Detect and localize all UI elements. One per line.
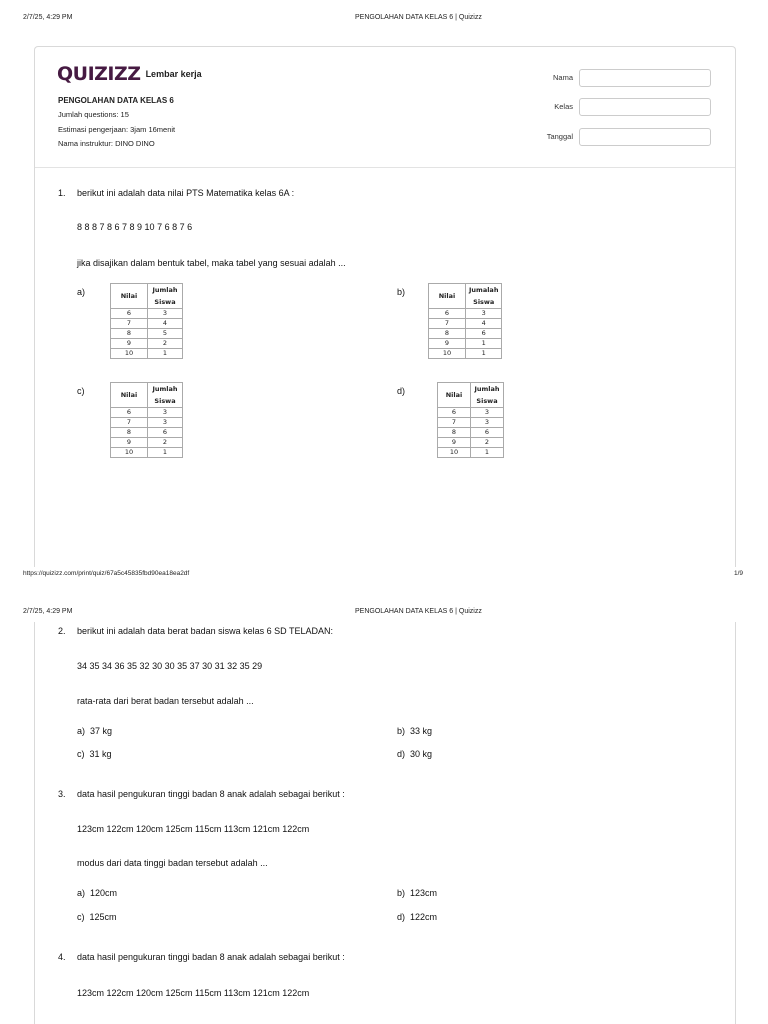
question-number: 2. xyxy=(58,626,66,636)
footer-url[interactable]: https://quizizz.com/print/quiz/67a5c45835fbd90ea18ea2df xyxy=(23,570,190,577)
table-header: Siswa xyxy=(148,296,183,309)
date-field[interactable] xyxy=(579,128,711,146)
worksheet-title: PENGOLAHAN DATA KELAS 6 xyxy=(58,96,174,105)
question-text: berikut ini adalah data nilai PTS Matematika kelas 6A : xyxy=(77,188,295,198)
footer-page-number: 1/9 xyxy=(734,570,744,577)
table-header: Siswa xyxy=(466,296,502,309)
table-row: 9 2 xyxy=(438,438,504,448)
header-divider xyxy=(35,167,735,168)
class-label: Kelas xyxy=(554,102,573,111)
question-number: 3. xyxy=(58,789,66,799)
table-header: Nilai xyxy=(111,383,148,408)
option-a[interactable]: a) 120cm xyxy=(77,888,118,898)
print-datetime: 2/7/25, 4:29 PM xyxy=(23,14,73,21)
option-c[interactable]: c) 125cm xyxy=(77,912,117,922)
table-header: Jumlah xyxy=(148,383,183,396)
table-row: 8 5 xyxy=(111,329,183,339)
class-field[interactable] xyxy=(579,98,711,116)
question-number: 4. xyxy=(58,952,66,962)
table-row: 7 4 xyxy=(111,319,183,329)
question-data: 34 35 34 36 35 32 30 30 35 37 30 31 32 35 29 xyxy=(77,661,263,671)
table-row: 6 3 xyxy=(111,408,183,418)
option-d-table[interactable] xyxy=(437,382,504,458)
question-text: data hasil pengukuran tinggi badan 8 anak adalah sebagai berikut : xyxy=(77,952,345,962)
name-label: Nama xyxy=(552,73,573,82)
question-data: 123cm 122cm 120cm 125cm 115cm 113cm 121cm 122cm xyxy=(77,988,310,998)
question-data: 123cm 122cm 120cm 125cm 115cm 113cm 121cm 122cm xyxy=(77,824,310,834)
table-row: 9 2 xyxy=(111,438,183,448)
table-row: 9 2 xyxy=(111,339,183,349)
table-row: 8 6 xyxy=(438,428,504,438)
table-row: 8 6 xyxy=(111,428,183,438)
question-prompt: modus dari data tinggi badan tersebut adalah ... xyxy=(77,858,268,868)
worksheet-subtitle: Lembar kerja xyxy=(145,69,202,79)
option-c[interactable]: c) 31 kg xyxy=(77,749,112,759)
print-page-title: PENGOLAHAN DATA KELAS 6 | Quizizz xyxy=(355,608,482,615)
question-data: 8 8 8 7 8 6 7 8 9 10 7 6 8 7 6 xyxy=(77,222,193,232)
questions-count: Jumlah questions: 15 xyxy=(58,110,129,119)
table-row: 10 1 xyxy=(429,349,502,359)
option-c-table[interactable] xyxy=(110,382,183,458)
instructor-name: Nama instruktur: DINO DINO xyxy=(58,139,155,148)
table-row: 6 3 xyxy=(429,309,502,319)
option-b[interactable]: b) 123cm xyxy=(397,888,438,898)
table-row: 10 1 xyxy=(111,349,183,359)
date-label: Tanggal xyxy=(546,132,573,141)
table-header: Jumlah xyxy=(471,383,504,396)
table-header: Nilai xyxy=(111,284,148,309)
print-page-title: PENGOLAHAN DATA KELAS 6 | Quizizz xyxy=(355,14,482,21)
option-label[interactable]: b) xyxy=(397,287,406,297)
table-header: Jumlah xyxy=(148,284,183,297)
table-row: 6 3 xyxy=(111,309,183,319)
worksheet-card-continued xyxy=(34,622,736,1024)
table-row: 6 3 xyxy=(438,408,504,418)
table-row: 9 1 xyxy=(429,339,502,349)
question-prompt: rata-rata dari berat badan tersebut adalah ... xyxy=(77,696,254,706)
table-row: 7 3 xyxy=(438,418,504,428)
option-b[interactable]: b) 33 kg xyxy=(397,726,433,736)
option-label[interactable]: a) xyxy=(77,287,86,297)
option-d[interactable]: d) 122cm xyxy=(397,912,438,922)
question-prompt: jika disajikan dalam bentuk tabel, maka tabel yang sesuai adalah ... xyxy=(77,258,346,268)
option-label[interactable]: d) xyxy=(397,386,406,396)
name-field[interactable] xyxy=(579,69,711,87)
estimate-time: Estimasi pengerjaan: 3jam 16menit xyxy=(58,125,176,134)
option-label[interactable]: c) xyxy=(77,386,85,396)
table-row: 10 1 xyxy=(438,448,504,458)
table-row: 7 4 xyxy=(429,319,502,329)
question-text: berikut ini adalah data berat badan siswa kelas 6 SD TELADAN: xyxy=(77,626,333,636)
quizizz-logo: QUIZIZZ xyxy=(57,63,141,85)
question-text: data hasil pengukuran tinggi badan 8 anak adalah sebagai berikut : xyxy=(77,789,345,799)
question-number: 1. xyxy=(58,188,66,198)
option-d[interactable]: d) 30 kg xyxy=(397,749,433,759)
option-a-table[interactable] xyxy=(110,283,183,359)
option-a[interactable]: a) 37 kg xyxy=(77,726,113,736)
table-header: Nilai xyxy=(438,383,471,408)
table-header: Nilai xyxy=(429,284,466,309)
table-row: 8 6 xyxy=(429,329,502,339)
table-header: Siswa xyxy=(148,395,183,408)
table-row: 10 1 xyxy=(111,448,183,458)
option-b-table[interactable] xyxy=(428,283,502,359)
brand-header xyxy=(57,63,202,85)
table-row: 7 3 xyxy=(111,418,183,428)
table-header: Jumalah xyxy=(466,284,502,297)
table-header: Siswa xyxy=(471,395,504,408)
print-datetime: 2/7/25, 4:29 PM xyxy=(23,608,73,615)
